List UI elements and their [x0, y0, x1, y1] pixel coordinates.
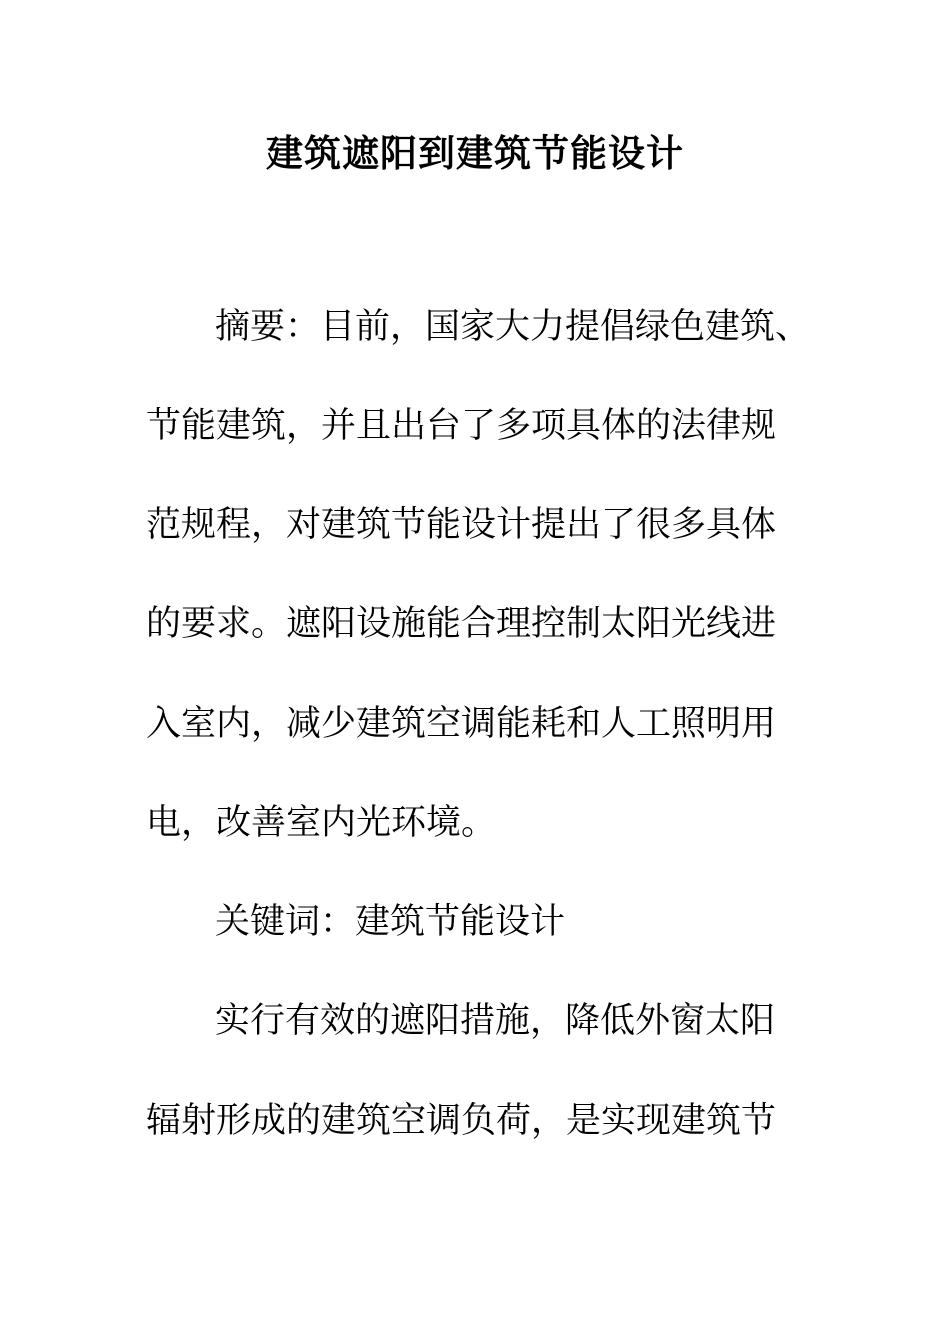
abstract-line-5: 入室内，减少建筑空调能耗和人工照明用 — [146, 704, 777, 744]
abstract-line-3: 范规程，对建筑节能设计提出了很多具体 — [146, 505, 777, 545]
keywords-line: 关键词：建筑节能设计 — [215, 902, 566, 942]
abstract-line-4: 的要求。遮阳设施能合理控制太阳光线进 — [146, 604, 777, 644]
body-line-1: 实行有效的遮阳措施，降低外窗太阳 — [215, 1001, 776, 1041]
abstract-line-1: 摘要：目前，国家大力提倡绿色建筑、 — [215, 307, 811, 347]
abstract-line-6: 电，改善室内光环境。 — [146, 803, 497, 843]
document-title: 建筑遮阳到建筑节能设计 — [266, 131, 684, 175]
abstract-line-2: 节能建筑，并且出台了多项具体的法律规 — [146, 406, 777, 446]
body-line-2: 辐射形成的建筑空调负荷，是实现建筑节 — [146, 1101, 777, 1141]
